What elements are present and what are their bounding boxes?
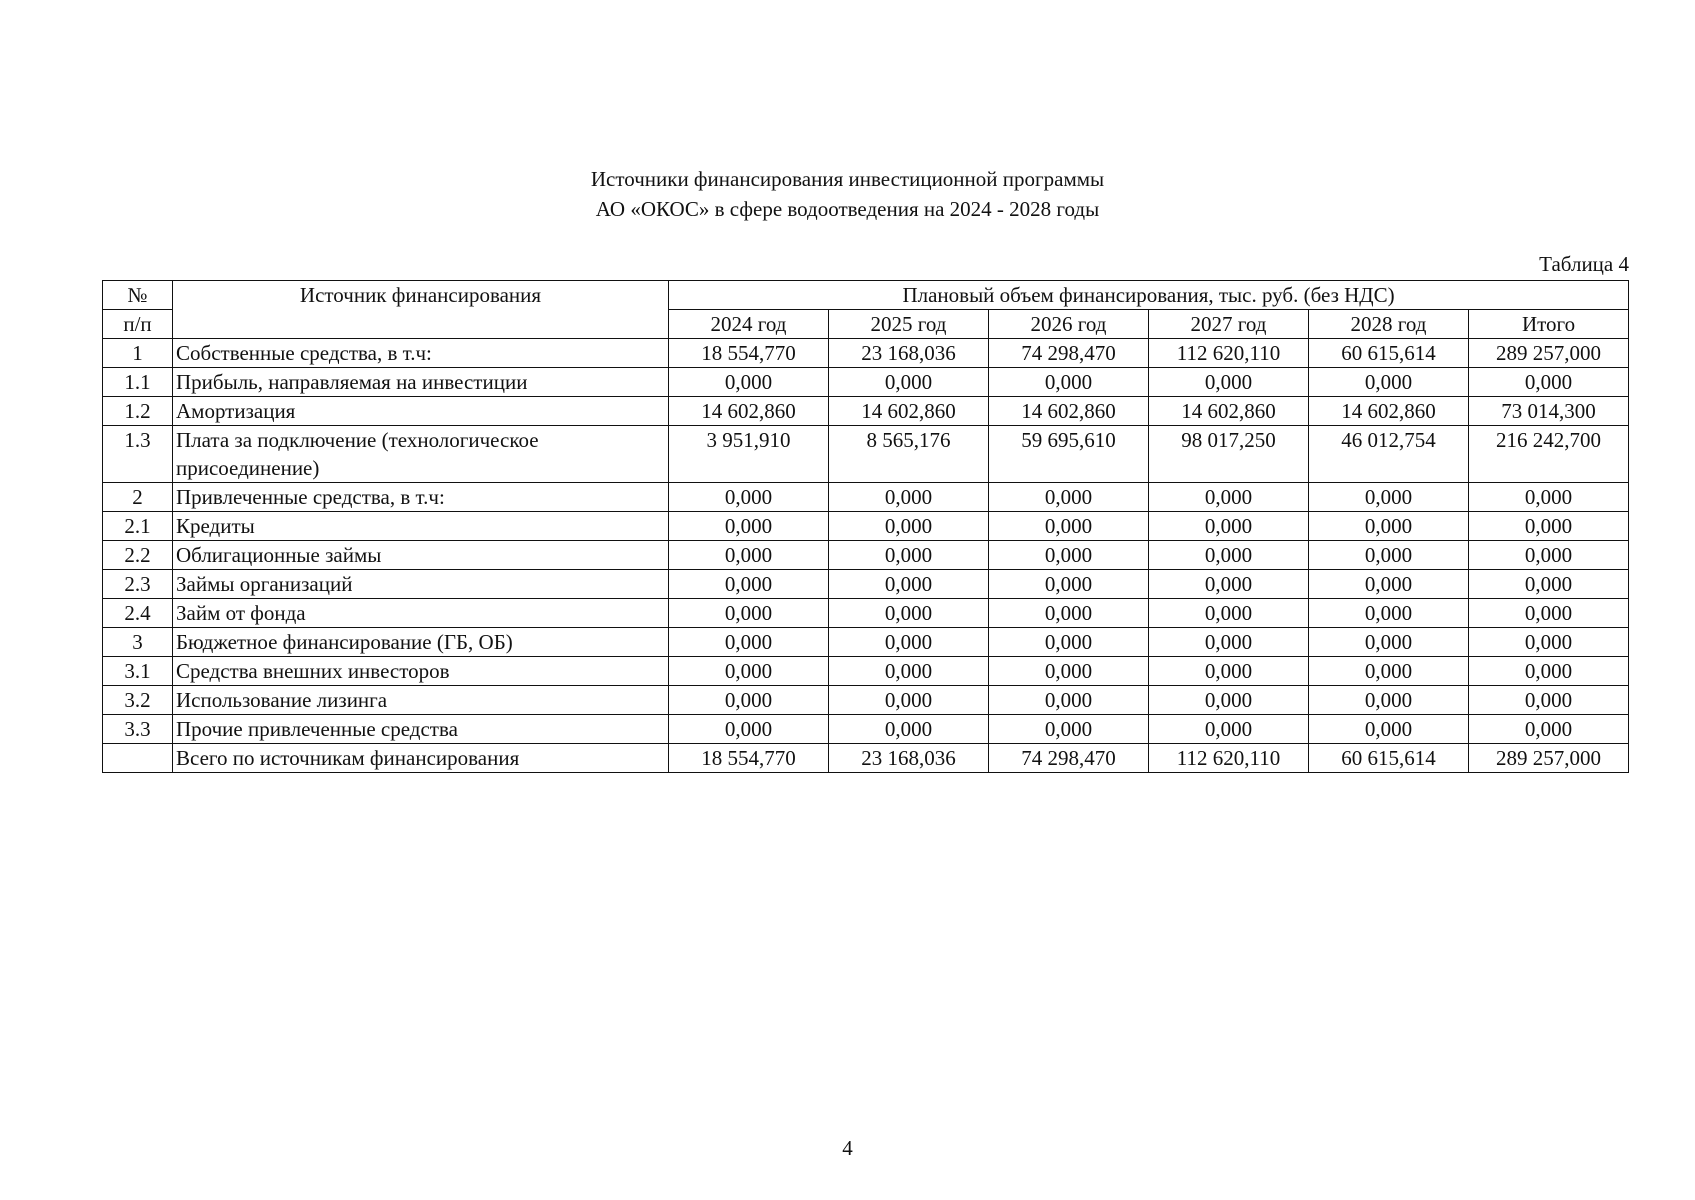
- row-value: 289 257,000: [1469, 744, 1629, 773]
- header-group: Плановый объем финансирования, тыс. руб. (без НДС): [669, 281, 1629, 310]
- row-value: 0,000: [1149, 715, 1309, 744]
- row-source-name: Прибыль, направляемая на инвестиции: [173, 368, 669, 397]
- row-value: 0,000: [989, 628, 1149, 657]
- row-value: 0,000: [1309, 512, 1469, 541]
- table-row: [103, 397, 1629, 426]
- header-year-2027: 2027 год: [1149, 310, 1309, 339]
- row-value: 0,000: [1469, 628, 1629, 657]
- row-number: 3.2: [103, 686, 173, 715]
- row-source-name: Амортизация: [173, 397, 669, 426]
- row-value: 0,000: [1149, 599, 1309, 628]
- row-source-name: Всего по источникам финансирования: [173, 744, 669, 773]
- row-value: 0,000: [1469, 570, 1629, 599]
- row-number: 2.1: [103, 512, 173, 541]
- row-value: 0,000: [669, 368, 829, 397]
- row-value: 0,000: [1469, 541, 1629, 570]
- row-source-name: Бюджетное финансирование (ГБ, ОБ): [173, 628, 669, 657]
- row-value: 8 565,176: [829, 426, 989, 483]
- row-number: 2.3: [103, 570, 173, 599]
- row-value: 216 242,700: [1469, 426, 1629, 483]
- row-value: 0,000: [1469, 686, 1629, 715]
- row-value: 0,000: [829, 628, 989, 657]
- row-value: 112 620,110: [1149, 744, 1309, 773]
- row-value: 0,000: [829, 657, 989, 686]
- row-source-name: Облигационные займы: [173, 541, 669, 570]
- row-number: 1.2: [103, 397, 173, 426]
- row-source-name: Использование лизинга: [173, 686, 669, 715]
- row-value: 0,000: [1309, 483, 1469, 512]
- row-value: 0,000: [1309, 570, 1469, 599]
- row-value: 18 554,770: [669, 339, 829, 368]
- row-number: 1.3: [103, 426, 173, 483]
- table-body: [103, 281, 1629, 773]
- row-value: 0,000: [669, 570, 829, 599]
- row-value: 46 012,754: [1309, 426, 1469, 483]
- row-value: 0,000: [669, 512, 829, 541]
- header-year-2026: 2026 год: [989, 310, 1149, 339]
- document-title-line-2: АО «ОКОС» в сфере водоотведения на 2024 - 2028 годы: [595, 197, 1100, 221]
- table-row: [103, 570, 1629, 599]
- row-value: 0,000: [1309, 715, 1469, 744]
- table-row: [103, 483, 1629, 512]
- header-year-2028: 2028 год: [1309, 310, 1469, 339]
- row-number: [103, 744, 173, 773]
- table-row: [103, 744, 1629, 773]
- row-value: 23 168,036: [829, 744, 989, 773]
- row-value: 0,000: [1469, 715, 1629, 744]
- row-value: 0,000: [1149, 657, 1309, 686]
- row-value: 14 602,860: [989, 397, 1149, 426]
- row-number: 1: [103, 339, 173, 368]
- table-row: [103, 368, 1629, 397]
- row-value: 0,000: [1149, 541, 1309, 570]
- row-value: 0,000: [1309, 657, 1469, 686]
- row-value: 0,000: [829, 483, 989, 512]
- row-source-name: Прочие привлеченные средства: [173, 715, 669, 744]
- header-num: №: [103, 281, 173, 310]
- table-row: [103, 715, 1629, 744]
- row-value: 74 298,470: [989, 744, 1149, 773]
- header-total: Итого: [1469, 310, 1629, 339]
- table-row: [103, 512, 1629, 541]
- row-source-name: Кредиты: [173, 512, 669, 541]
- page-number: 4: [842, 1136, 853, 1160]
- row-number: 2: [103, 483, 173, 512]
- header-year-2025: 2025 год: [829, 310, 989, 339]
- row-number: 2.4: [103, 599, 173, 628]
- table-row: [103, 599, 1629, 628]
- row-source-name: Средства внешних инвесторов: [173, 657, 669, 686]
- row-source-name: Привлеченные средства, в т.ч:: [173, 483, 669, 512]
- row-value: 73 014,300: [1469, 397, 1629, 426]
- row-value: 14 602,860: [669, 397, 829, 426]
- table-row: [103, 628, 1629, 657]
- row-value: 59 695,610: [989, 426, 1149, 483]
- table-row: [103, 541, 1629, 570]
- row-value: 0,000: [829, 512, 989, 541]
- row-value: 0,000: [989, 541, 1149, 570]
- row-value: 98 017,250: [1149, 426, 1309, 483]
- row-value: 18 554,770: [669, 744, 829, 773]
- row-value: 0,000: [829, 686, 989, 715]
- row-value: 0,000: [989, 483, 1149, 512]
- document-title-line-1: Источники финансирования инвестиционной программы: [590, 167, 1105, 191]
- row-source-name: Займы организаций: [173, 570, 669, 599]
- row-value: 0,000: [1149, 628, 1309, 657]
- row-value: 0,000: [989, 599, 1149, 628]
- row-value: 0,000: [989, 686, 1149, 715]
- row-value: 0,000: [1469, 368, 1629, 397]
- header-row-1: [103, 281, 1629, 310]
- row-value: 0,000: [669, 715, 829, 744]
- row-value: 0,000: [1149, 512, 1309, 541]
- row-number: 3: [103, 628, 173, 657]
- row-source-name: Собственные средства, в т.ч:: [173, 339, 669, 368]
- row-value: 0,000: [1469, 512, 1629, 541]
- row-value: 0,000: [669, 541, 829, 570]
- table-row: [103, 686, 1629, 715]
- row-value: 0,000: [829, 368, 989, 397]
- row-source-name: Займ от фонда: [173, 599, 669, 628]
- table-label: Таблица 4: [1539, 252, 1629, 276]
- row-source-name: Плата за подключение (технологическое присоединение): [173, 426, 669, 483]
- row-value: 0,000: [669, 483, 829, 512]
- row-value: 0,000: [1309, 541, 1469, 570]
- row-number: 3.1: [103, 657, 173, 686]
- row-value: 0,000: [1469, 657, 1629, 686]
- row-value: 0,000: [669, 599, 829, 628]
- row-value: 289 257,000: [1469, 339, 1629, 368]
- row-value: 0,000: [669, 628, 829, 657]
- row-value: 0,000: [989, 715, 1149, 744]
- row-value: 14 602,860: [1149, 397, 1309, 426]
- row-value: 112 620,110: [1149, 339, 1309, 368]
- row-value: 14 602,860: [829, 397, 989, 426]
- row-value: 74 298,470: [989, 339, 1149, 368]
- row-value: 0,000: [1309, 368, 1469, 397]
- row-value: 0,000: [669, 686, 829, 715]
- row-value: 0,000: [1149, 368, 1309, 397]
- row-value: 0,000: [989, 368, 1149, 397]
- table-row: [103, 426, 1629, 483]
- row-number: 3.3: [103, 715, 173, 744]
- row-number: 2.2: [103, 541, 173, 570]
- financing-table: [102, 280, 1629, 773]
- row-value: 60 615,614: [1309, 744, 1469, 773]
- row-value: 0,000: [1469, 483, 1629, 512]
- row-value: 0,000: [989, 570, 1149, 599]
- header-source: Источник финансирования: [173, 281, 669, 339]
- row-value: 23 168,036: [829, 339, 989, 368]
- table-row: [103, 339, 1629, 368]
- row-value: 0,000: [1149, 686, 1309, 715]
- row-value: 0,000: [1309, 599, 1469, 628]
- row-value: 3 951,910: [669, 426, 829, 483]
- header-year-2024: 2024 год: [669, 310, 829, 339]
- row-number: 1.1: [103, 368, 173, 397]
- header-num-2: п/п: [103, 310, 173, 339]
- row-value: 14 602,860: [1309, 397, 1469, 426]
- row-value: 0,000: [829, 541, 989, 570]
- row-value: 60 615,614: [1309, 339, 1469, 368]
- row-value: 0,000: [989, 512, 1149, 541]
- row-value: 0,000: [669, 657, 829, 686]
- row-value: 0,000: [1149, 483, 1309, 512]
- table-row: [103, 657, 1629, 686]
- row-value: 0,000: [1309, 686, 1469, 715]
- row-value: 0,000: [1149, 570, 1309, 599]
- row-value: 0,000: [1469, 599, 1629, 628]
- row-value: 0,000: [829, 715, 989, 744]
- row-value: 0,000: [1309, 628, 1469, 657]
- row-value: 0,000: [829, 570, 989, 599]
- row-value: 0,000: [829, 599, 989, 628]
- row-value: 0,000: [989, 657, 1149, 686]
